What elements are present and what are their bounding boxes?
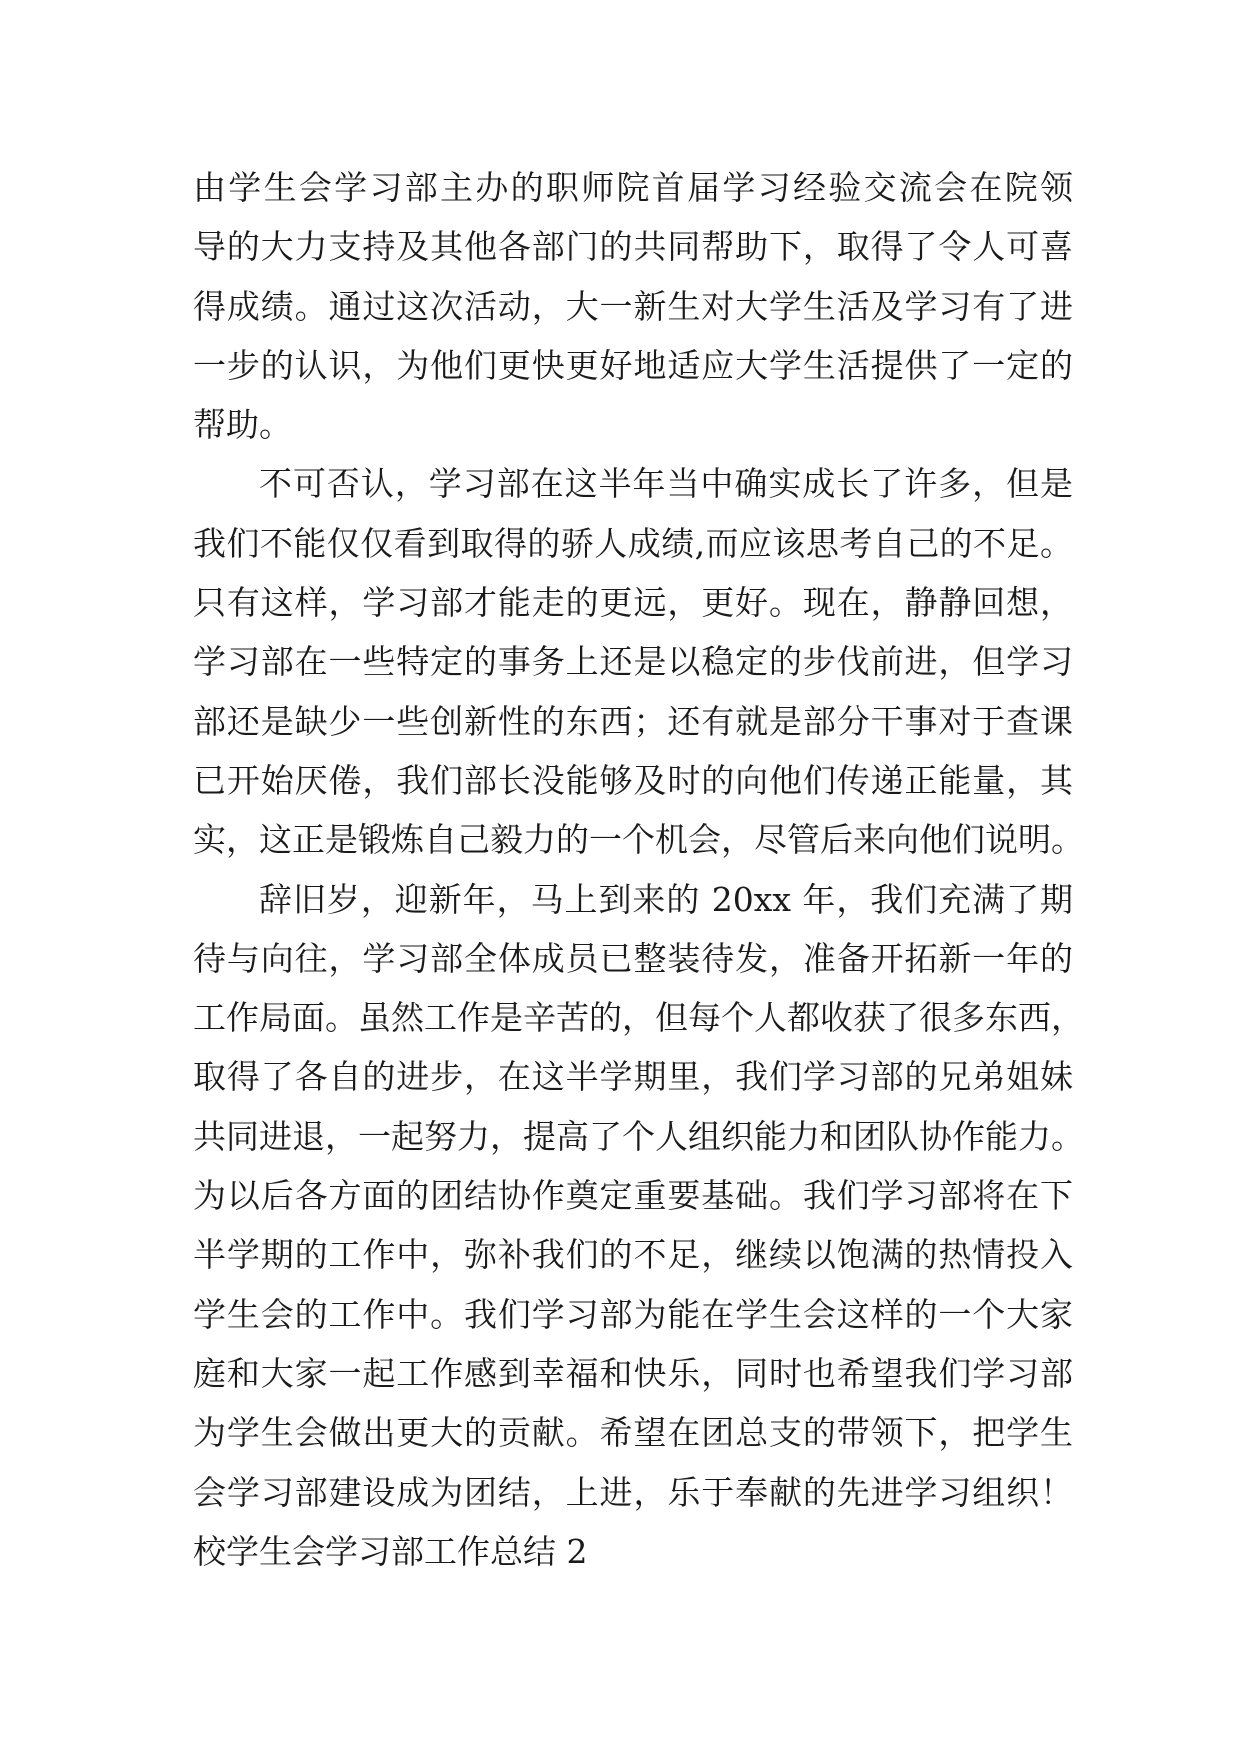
paragraph-3-line-1: 辞旧岁，迎新年，马上到来的 20xx 年，我们充满了期 xyxy=(259,879,1073,919)
paragraph-1-line-3: 得成绩。通过这次活动，大一新生对大学生活及学习有了进 xyxy=(193,286,1073,326)
document-body xyxy=(193,158,1084,1581)
paragraph-1-line-1: 由学生会学习部主办的职师院首届学习经验交流会在院领 xyxy=(193,168,1073,207)
paragraph-2-line-3: 只有这样，学习部才能走的更远，更好。现在，静静回想， xyxy=(193,583,1073,623)
paragraph-1-line-2: 导的大力支持及其他各部门的共同帮助下，取得了令人可喜 xyxy=(193,227,1073,267)
paragraph-1-line-5: 帮助。 xyxy=(193,405,292,445)
paragraph-3-line-11: 会学习部建设成为团结，上进，乐于奉献的先进学习组织！ xyxy=(193,1472,1073,1512)
paragraph-1-line-4: 一步的认识，为他们更快更好地适应大学生活提供了一定的 xyxy=(193,345,1073,385)
section-heading: 校学生会学习部工作总结 2 xyxy=(193,1531,588,1571)
paragraph-3-line-6: 为以后各方面的团结协作奠定重要基础。我们学习部将在下 xyxy=(193,1176,1073,1216)
paragraph-2-line-2: 我们不能仅仅看到取得的骄人成绩,而应该思考自己的不足。 xyxy=(193,523,1073,563)
paragraph-3-line-3: 工作局面。虽然工作是辛苦的，但每个人都收获了很多东西， xyxy=(193,998,1084,1038)
paragraph-3-line-5: 共同进退，一起努力，提高了个人组织能力和团队协作能力。 xyxy=(193,1116,1084,1156)
paragraph-3-line-2: 待与向往，学习部全体成员已整装待发，准备开拓新一年的 xyxy=(193,938,1073,978)
paragraph-2-line-4: 学习部在一些特定的事务上还是以稳定的步伐前进，但学习 xyxy=(193,642,1073,682)
paragraph-3-line-8: 学生会的工作中。我们学习部为能在学生会这样的一个大家 xyxy=(193,1294,1073,1334)
paragraph-2-line-6: 已开始厌倦，我们部长没能够及时的向他们传递正能量，其 xyxy=(193,760,1073,800)
paragraph-2-line-7: 实，这正是锻炼自己毅力的一个机会，尽管后来向他们说明。 xyxy=(193,820,1084,860)
paragraph-3-line-10: 为学生会做出更大的贡献。希望在团总支的带领下，把学生 xyxy=(193,1413,1073,1453)
paragraph-3-line-4: 取得了各自的进步，在这半学期里，我们学习部的兄弟姐妹 xyxy=(193,1057,1073,1097)
paragraph-3-line-9: 庭和大家一起工作感到幸福和快乐，同时也希望我们学习部 xyxy=(193,1353,1073,1393)
paragraph-2-line-1: 不可否认，学习部在这半年当中确实成长了许多，但是 xyxy=(259,464,1073,504)
paragraph-2-line-5: 部还是缺少一些创新性的东西；还有就是部分干事对于查课 xyxy=(193,701,1073,741)
paragraph-3-line-7: 半学期的工作中，弥补我们的不足，继续以饱满的热情投入 xyxy=(193,1235,1073,1275)
